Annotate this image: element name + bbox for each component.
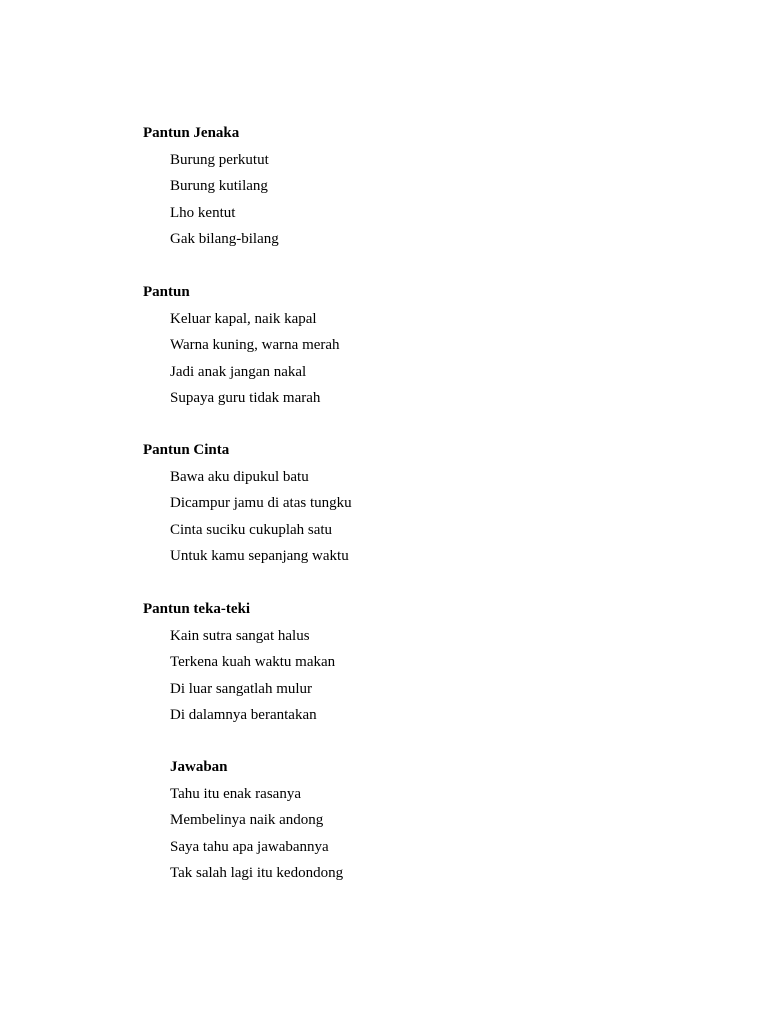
verse-line: Burung perkutut — [170, 151, 269, 168]
verse-line: Di luar sangatlah mulur — [170, 680, 313, 697]
verse-line: Dicampur jamu di atas tungku — [170, 495, 352, 511]
verse-line: Bawa aku dipukul batu — [170, 468, 309, 485]
verse-line: Keluar kapal, naik kapal — [170, 310, 317, 327]
verse-line: Di dalamnya berantakan — [170, 707, 317, 723]
section-heading: Pantun Jenaka — [143, 125, 240, 141]
pantun-section-cinta — [143, 437, 703, 570]
answer-heading: Jawaban — [170, 759, 228, 775]
section-heading: Pantun teka-teki — [143, 601, 251, 617]
section-heading: Pantun — [143, 284, 190, 300]
verse-line: Supaya guru tidak marah — [170, 390, 321, 406]
verse-line: Untuk kamu sepanjang waktu — [170, 548, 349, 564]
verse-line: Cinta suciku cukuplah satu — [170, 521, 333, 538]
pantun-section-pantun — [143, 279, 703, 412]
verse-line: Jadi anak jangan nakal — [170, 363, 307, 380]
verse-line: Gak bilang-bilang — [170, 231, 279, 247]
verse-line: Membelinya naik andong — [170, 812, 324, 828]
verse-line: Tak salah lagi itu kedondong — [170, 865, 344, 881]
verse-line: Kain sutra sangat halus — [170, 627, 310, 644]
pantun-section-jenaka — [143, 120, 703, 253]
pantun-section-teka-teki — [143, 596, 703, 729]
verse-line: Tahu itu enak rasanya — [170, 785, 301, 802]
verse-line: Saya tahu apa jawabannya — [170, 838, 329, 855]
verse-line: Lho kentut — [170, 204, 236, 221]
verse-line: Terkena kuah waktu makan — [170, 654, 336, 670]
verse-line: Burung kutilang — [170, 178, 268, 194]
verse-line: Warna kuning, warna merah — [170, 337, 340, 353]
answer-section — [143, 754, 703, 887]
section-heading: Pantun Cinta — [143, 442, 230, 458]
